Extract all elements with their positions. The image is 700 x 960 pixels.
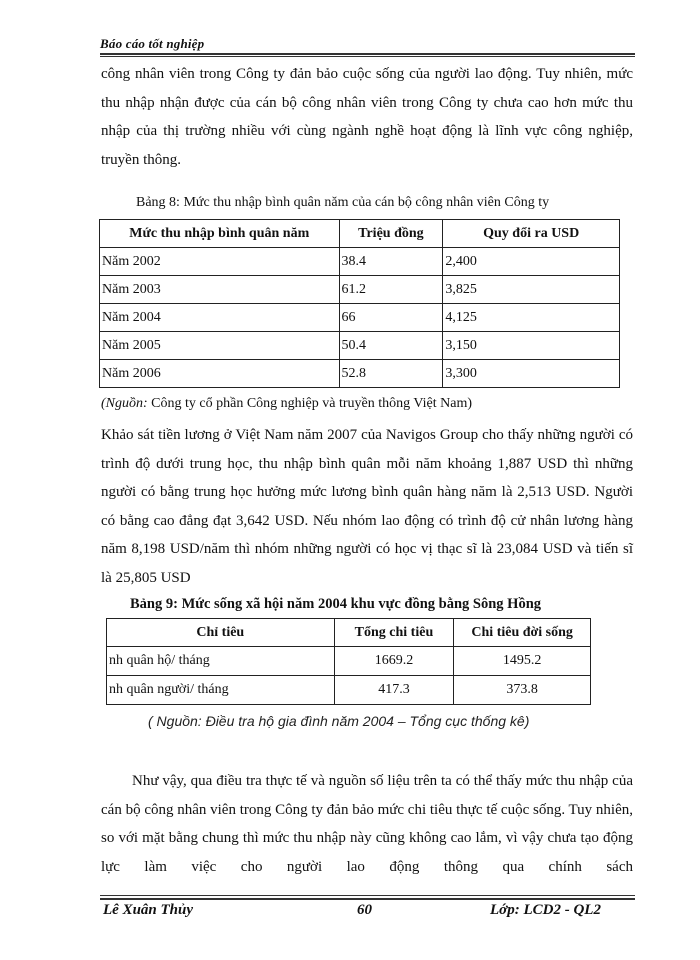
table-8-header: Mức thu nhập bình quân năm (100, 220, 340, 248)
paragraph-1 (101, 60, 633, 174)
table-9-source: ( Nguồn: Điều tra hộ gia đình năm 2004 – Tổng cục thống kê) (148, 713, 530, 729)
table-9 (106, 618, 591, 705)
page-number: 60 (357, 902, 372, 918)
table-row (100, 304, 620, 332)
table-8-caption: Bảng 8: Mức thu nhập bình quân năm của cán bộ công nhân viên Công ty (136, 195, 550, 210)
table-8-source (101, 396, 472, 412)
table-9-caption: Bảng 9: Mức sống xã hội năm 2004 khu vực đồng bằng Sông Hồng (130, 596, 542, 612)
table-9-header: Chi tiêu đời sống (454, 619, 591, 647)
paragraph-3-text: Như vậy, qua điều tra thực tế và nguồn số liệu trên ta có thể thấy mức thu nhập của cán bộ công nhân viên trong Công ty đản bảo mức chi tiêu thực tế cuộc sống. Tuy nhiên, so với mặt bằng chung thì mức thu nhập này cũng không cao lắm, vì vậy chưa tạo động lực làm việc cho người lao động thông qua chính sách (101, 773, 634, 875)
table-cell: 2,400 (443, 248, 620, 276)
footer-rule-thin (100, 895, 635, 896)
table-cell: 373.8 (454, 676, 591, 705)
header-title: Báo cáo tốt nghiệp (100, 36, 205, 51)
table-cell: 1669.2 (334, 647, 454, 676)
table-cell: 66 (339, 304, 443, 332)
table-8 (99, 219, 620, 388)
table-8-header: Quy đổi ra USD (443, 220, 620, 248)
table-cell: 52.8 (339, 360, 443, 388)
table-cell: Năm 2003 (100, 276, 340, 304)
table-cell: 3,825 (443, 276, 620, 304)
table-cell: 417.3 (334, 676, 454, 705)
table-9-header: Chỉ tiêu (107, 619, 335, 647)
table-cell: nh quân người/ tháng (107, 676, 335, 705)
table-row (100, 360, 620, 388)
table-cell: 4,125 (443, 304, 620, 332)
table-8-source-text: Công ty cổ phần Công nghiệp và truyền thông Việt Nam) (147, 396, 473, 411)
table-8-source-label: (Nguồn: (101, 396, 148, 411)
table-row (107, 676, 591, 705)
table-cell: 38.4 (339, 248, 443, 276)
paragraph-2-text: Khảo sát tiền lương ở Việt Nam năm 2007 của Navigos Group cho thấy những người có trình độ dưới trung học, thu nhập bình quân mỗi năm khoảng 1,887 USD thì những người có bằng trung học hưởng mức lương bình quân hàng năm là 2,513 USD. Người có bằng cao đẳng đạt 3,642 USD. Nếu nhóm lao động có trình độ cử nhân lương hàng năm 8,198 USD/năm thì nhóm những người có học vị thạc sĩ là 23,084 USD và tiến sĩ là 25,805 USD (101, 427, 633, 586)
table-row (107, 647, 591, 676)
footer-rule (100, 898, 635, 900)
table-cell: Năm 2004 (100, 304, 340, 332)
table-cell: 3,300 (443, 360, 620, 388)
paragraph-1-text: công nhân viên trong Công ty đản bảo cuộc sống của người lao động. Tuy nhiên, mức thu nhập nhận được của cán bộ công nhân viên trong Công ty chưa cao hơn mức thu nhập của thị trường nhiều với cùng ngành nghề hoạt động là lĩnh vực công nghiệp, truyền thông. (101, 66, 633, 168)
header-rule (100, 53, 635, 55)
table-8-header: Triệu đồng (339, 220, 443, 248)
table-9-header-row (107, 619, 591, 647)
table-8-header-row (100, 220, 620, 248)
header-rule-thin (100, 56, 635, 57)
paragraph-3 (101, 767, 633, 881)
table-cell: Năm 2006 (100, 360, 340, 388)
table-cell: 61.2 (339, 276, 443, 304)
paragraph-2 (101, 421, 633, 593)
footer-class: Lớp: LCD2 - QL2 (490, 902, 601, 918)
table-cell: nh quân hộ/ tháng (107, 647, 335, 676)
table-cell: 1495.2 (454, 647, 591, 676)
table-row (100, 332, 620, 360)
table-9-header: Tổng chi tiêu (334, 619, 454, 647)
table-cell: 50.4 (339, 332, 443, 360)
table-cell: Năm 2002 (100, 248, 340, 276)
table-row (100, 276, 620, 304)
footer-author: Lê Xuân Thủy (103, 902, 194, 918)
table-cell: Năm 2005 (100, 332, 340, 360)
table-cell: 3,150 (443, 332, 620, 360)
table-row (100, 248, 620, 276)
